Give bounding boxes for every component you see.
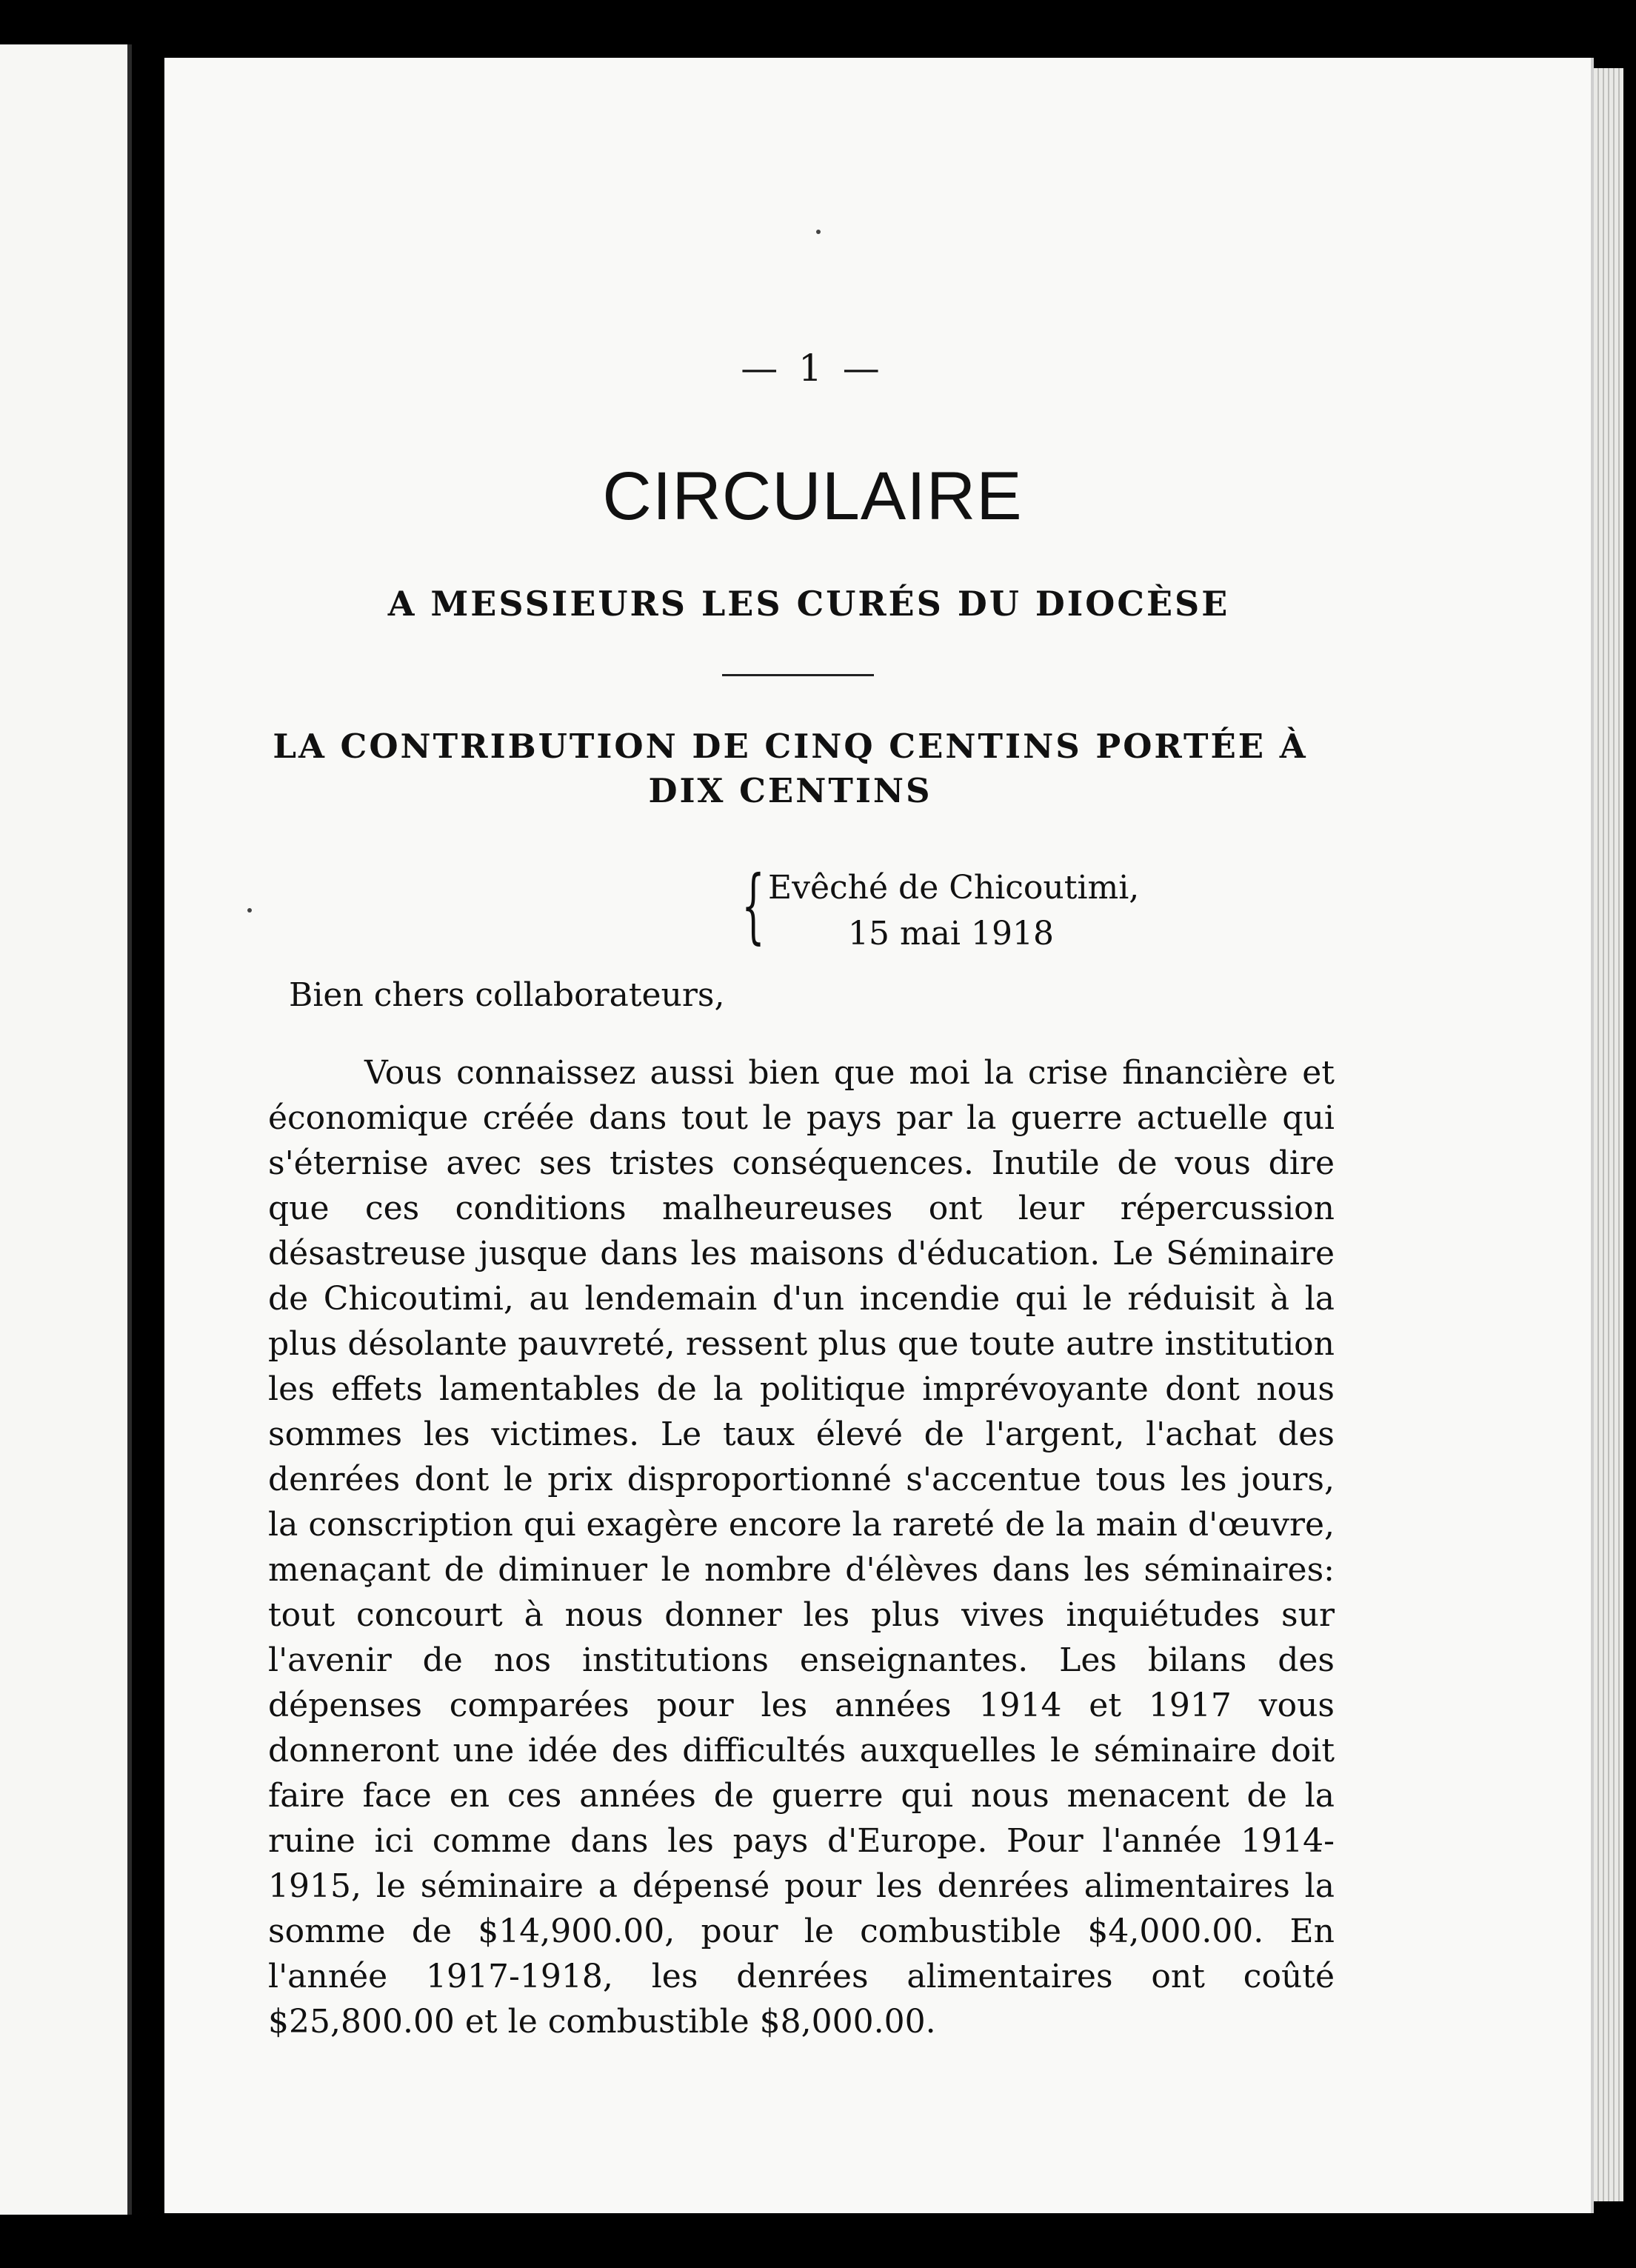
- dateline-date: 15 mai 1918: [848, 915, 1054, 953]
- page-number: — 1 —: [741, 347, 884, 390]
- page-stack-edge: [1594, 68, 1623, 2201]
- dateline-place: Evêché de Chicoutimi,: [768, 869, 1140, 907]
- title-divider: [722, 674, 874, 676]
- document-page: [164, 58, 1594, 2213]
- dateline: [741, 858, 1140, 957]
- page-title: CIRCULAIRE: [602, 458, 1023, 534]
- section-heading: LA CONTRIBUTION DE CINQ CENTINS PORTÉE À DIX CENTINS: [273, 727, 1308, 810]
- salutation: Bien chers collaborateurs,: [289, 976, 725, 1014]
- page-subtitle: A MESSIEURS LES CURÉS DU DIOCÈSE: [387, 584, 1230, 624]
- ink-speck: [816, 230, 821, 234]
- brace-glyph: {: [741, 858, 765, 953]
- body-paragraph: Vous connaissez aussi bien que moi la crise financière et économique créée dans tout le pays par la guerre actuelle qui s'éternise avec ses tristes conséquences. Inutile de vous dire que ces conditions malheureuses ont leur répercussion désastreuse jusque dans les maisons d'éducation. Le Séminaire de Chicoutimi, au lendemain d'un incendie qui le réduisit à la plus désolante pauvreté, ressent plus que toute autre institution les effets lamentables de la politique imprévoyante dont nous sommes les victimes. Le taux élevé de l'argent, l'achat des denrées dont le prix disproportionné s'accentue tous les jours, la conscription qui exagère encore la rareté de la main d'œuvre, menaçant de diminuer le nombre d'élèves dans les séminaires: tout concourt à nous donner les plus vives inquiétudes sur l'avenir de nos institutions enseignantes. Les bilans des dépenses comparées pour les années 1914 et 1917 vous donneront une idée des difficultés auxquelles le séminaire doit faire face en ces années de guerre qui nous menacent de la ruine ici comme dans les pays d'Europe. Pour l'année 1914-1915, le séminaire a dépensé pour les denrées alimentaires la somme de $14,900.00, pour le combustible $4,000.00. En l'année 1917-1918, les denrées alimentaires ont coûté $25,800.00 et le combustible $8,000.00.: [268, 1054, 1335, 2041]
- ink-speck: [247, 908, 252, 913]
